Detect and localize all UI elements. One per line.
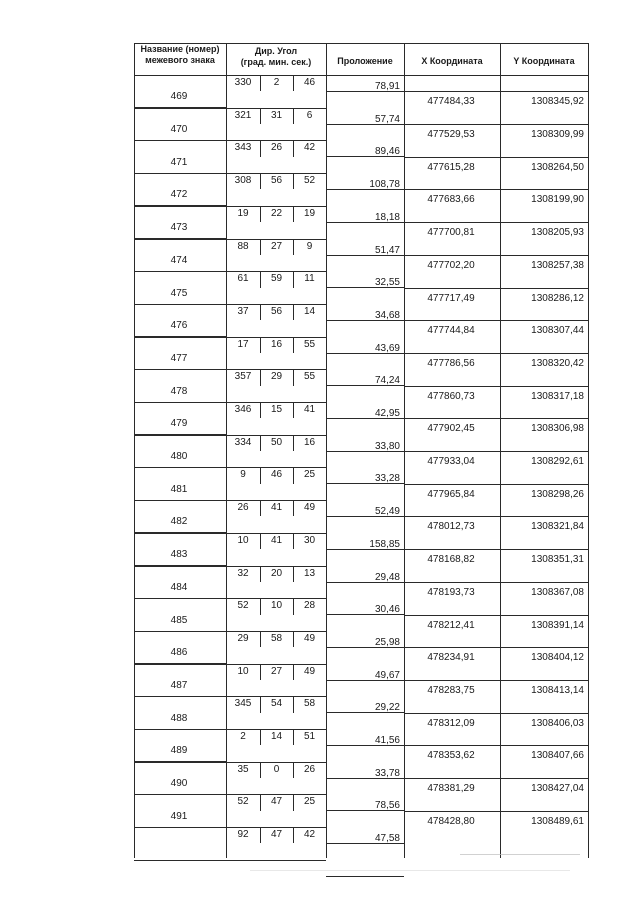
row-line-coords — [404, 320, 588, 321]
segment-length: 51,47 — [374, 244, 400, 256]
row-line-name — [134, 663, 226, 664]
angle-subcolumn-divider — [293, 271, 294, 287]
angle-subcolumn-divider — [260, 239, 261, 255]
angle-subcolumn-divider — [293, 304, 294, 320]
angle-minutes: 50 — [270, 436, 283, 448]
angle-seconds: 42 — [303, 142, 316, 154]
angle-seconds: 52 — [303, 175, 316, 187]
angle-seconds: 14 — [303, 305, 316, 317]
point-name: 469 — [170, 91, 188, 103]
angle-degrees: 92 — [237, 829, 249, 841]
angle-seconds: 25 — [303, 469, 316, 481]
row-line-coords — [404, 91, 588, 92]
point-name: 491 — [170, 810, 188, 822]
angle-subcolumn-divider — [260, 369, 261, 385]
angle-subcolumn-divider — [260, 75, 261, 91]
angle-minutes: 26 — [270, 142, 283, 154]
angle-subcolumn-divider — [293, 435, 294, 451]
angle-degrees: 17 — [237, 338, 249, 350]
row-line-name — [134, 827, 226, 828]
x-coordinate: 477744,84 — [427, 325, 475, 337]
angle-subcolumn-divider — [260, 140, 261, 156]
angle-degrees: 9 — [240, 469, 246, 481]
header-y-coordinate: Y Координата — [513, 56, 575, 66]
angle-seconds: 28 — [303, 600, 316, 612]
angle-subcolumn-divider — [293, 598, 294, 614]
y-coordinate: 1308351,31 — [531, 554, 584, 566]
segment-length: 74,24 — [374, 375, 400, 387]
x-coordinate: 478212,41 — [427, 619, 475, 631]
angle-subcolumn-divider — [260, 533, 261, 549]
angle-subcolumn-divider — [293, 369, 294, 385]
angle-subcolumn-divider — [260, 467, 261, 483]
x-coordinate: 478353,62 — [427, 750, 475, 762]
angle-minutes: 31 — [270, 109, 283, 121]
segment-length: 108,78 — [369, 179, 400, 191]
angle-minutes: 22 — [270, 207, 283, 219]
row-line-coords — [404, 713, 588, 714]
angle-degrees: 357 — [234, 371, 252, 383]
header-column-divider — [404, 43, 405, 75]
row-line-coords — [404, 615, 588, 616]
y-coordinate: 1308205,93 — [531, 227, 584, 239]
angle-subcolumn-divider — [293, 467, 294, 483]
segment-length: 30,46 — [374, 604, 400, 616]
angle-degrees: 321 — [234, 109, 252, 121]
right-border — [588, 43, 589, 858]
point-name: 482 — [170, 516, 188, 528]
row-line-name — [134, 140, 226, 141]
angle-minutes: 20 — [270, 567, 283, 579]
segment-length: 29,48 — [374, 571, 400, 583]
y-coordinate: 1308320,42 — [531, 357, 584, 369]
point-name: 478 — [170, 385, 188, 397]
angle-subcolumn-divider — [293, 827, 294, 843]
row-line-coords — [404, 516, 588, 517]
angle-minutes: 41 — [270, 502, 283, 514]
angle-subcolumn-divider — [293, 75, 294, 91]
x-coordinate: 478012,73 — [427, 521, 475, 533]
angle-subcolumn-divider — [260, 500, 261, 516]
column-divider — [326, 75, 327, 858]
segment-length: 33,78 — [374, 767, 400, 779]
header-length: Проложение — [337, 56, 393, 66]
angle-minutes: 14 — [270, 731, 283, 742]
header-column-divider — [500, 43, 501, 75]
angle-minutes: 27 — [270, 240, 283, 252]
segment-length: 34,68 — [374, 309, 400, 321]
segment-length: 47,58 — [374, 833, 400, 845]
angle-subcolumn-divider — [260, 762, 261, 778]
row-line-coords — [404, 222, 588, 223]
x-coordinate: 477700,81 — [427, 227, 475, 239]
angle-minutes: 29 — [270, 371, 283, 383]
x-coordinate: 477860,73 — [427, 390, 475, 402]
angle-degrees: 308 — [234, 175, 252, 187]
x-coordinate: 477529,53 — [427, 129, 475, 141]
point-name: 475 — [170, 287, 188, 299]
row-line-name — [134, 631, 226, 632]
angle-subcolumn-divider — [293, 239, 294, 255]
segment-length: 29,22 — [374, 702, 400, 714]
angle-subcolumn-divider — [260, 598, 261, 614]
angle-seconds: 51 — [303, 731, 316, 742]
row-line-name — [134, 173, 226, 174]
angle-seconds: 55 — [303, 371, 316, 383]
header-direction-angle — [226, 46, 326, 68]
angle-minutes: 15 — [270, 404, 283, 415]
angle-minutes: 59 — [270, 273, 283, 285]
angle-subcolumn-divider — [260, 304, 261, 320]
segment-length: 32,55 — [374, 277, 400, 289]
angle-subcolumn-divider — [293, 173, 294, 189]
y-coordinate: 1308292,61 — [531, 456, 584, 468]
row-line-coords — [404, 418, 588, 419]
angle-degrees: 26 — [237, 502, 249, 514]
angle-seconds: 49 — [303, 502, 316, 514]
y-coordinate: 1308199,90 — [531, 194, 584, 206]
segment-length: 18,18 — [374, 211, 400, 223]
point-name: 476 — [170, 320, 188, 332]
y-coordinate: 1308307,44 — [531, 325, 584, 337]
row-line-name — [134, 467, 226, 468]
angle-minutes: 27 — [270, 665, 283, 677]
x-coordinate: 477902,45 — [427, 423, 475, 435]
row-line-coords — [404, 157, 588, 158]
angle-subcolumn-divider — [293, 729, 294, 745]
row-line-name — [134, 696, 226, 697]
x-coordinate: 477615,28 — [427, 161, 475, 173]
angle-degrees: 345 — [234, 698, 252, 710]
point-name: 489 — [170, 745, 188, 757]
point-name: 480 — [170, 451, 188, 463]
angle-degrees: 334 — [234, 436, 252, 448]
angle-seconds: 9 — [306, 240, 313, 252]
row-line-coords — [404, 680, 588, 681]
row-line-coords — [404, 353, 588, 354]
point-name: 473 — [170, 222, 188, 234]
row-line-coords — [404, 582, 588, 583]
angle-minutes: 41 — [270, 534, 283, 546]
angle-degrees: 330 — [234, 77, 252, 88]
segment-length: 42,95 — [374, 408, 400, 419]
y-coordinate: 1308317,18 — [531, 390, 584, 402]
x-coordinate: 478381,29 — [427, 783, 475, 795]
column-divider — [404, 75, 405, 858]
angle-degrees: 346 — [234, 404, 252, 415]
y-coordinate: 1308367,08 — [531, 586, 584, 598]
angle-subcolumn-divider — [260, 435, 261, 451]
angle-subcolumn-divider — [293, 696, 294, 712]
point-name: 490 — [170, 778, 188, 790]
y-coordinate: 1308264,50 — [531, 161, 584, 173]
point-name: 472 — [170, 189, 188, 201]
y-coordinate: 1308427,04 — [531, 783, 584, 795]
point-name: 486 — [170, 647, 188, 659]
angle-minutes: 0 — [273, 763, 280, 775]
row-line-coords — [404, 189, 588, 190]
angle-degrees: 19 — [237, 207, 249, 219]
angle-seconds: 13 — [303, 567, 316, 579]
angle-subcolumn-divider — [260, 271, 261, 287]
angle-seconds: 58 — [303, 698, 316, 710]
segment-length: 25,98 — [374, 636, 400, 648]
angle-seconds: 49 — [303, 665, 316, 677]
row-line-name — [134, 794, 226, 795]
row-line-left — [134, 75, 326, 76]
row-line-name — [134, 565, 226, 566]
y-coordinate: 1308257,38 — [531, 259, 584, 271]
row-line-name — [134, 729, 226, 730]
header-column-divider — [226, 43, 227, 75]
angle-degrees: 35 — [237, 763, 249, 775]
angle-degrees: 37 — [237, 305, 249, 317]
angle-seconds: 25 — [303, 796, 316, 808]
row-line-length — [326, 876, 404, 877]
y-coordinate: 1308489,61 — [531, 815, 584, 827]
row-line-name — [134, 402, 226, 403]
row-line-coords — [404, 778, 588, 779]
point-name: 481 — [170, 483, 188, 495]
y-coordinate: 1308286,12 — [531, 292, 584, 304]
x-coordinate: 477717,49 — [427, 292, 475, 304]
segment-length: 33,28 — [374, 473, 400, 485]
point-name: 470 — [170, 124, 188, 136]
angle-subcolumn-divider — [260, 337, 261, 353]
header-point-name-line1: Название (номер) — [140, 44, 220, 54]
point-name: 485 — [170, 614, 188, 626]
y-coordinate: 1308321,84 — [531, 521, 584, 533]
scan-artifact — [460, 854, 580, 855]
x-coordinate: 478312,09 — [427, 717, 475, 729]
angle-minutes: 54 — [270, 698, 283, 710]
angle-degrees: 88 — [237, 240, 249, 252]
point-name: 474 — [170, 254, 188, 266]
angle-degrees: 29 — [237, 632, 249, 644]
row-line-name — [134, 369, 226, 370]
angle-seconds: 26 — [303, 763, 316, 775]
angle-seconds: 42 — [303, 829, 316, 841]
x-coordinate: 478234,91 — [427, 652, 475, 664]
row-line-coords — [404, 386, 588, 387]
angle-subcolumn-divider — [293, 762, 294, 778]
segment-length: 89,46 — [374, 146, 400, 158]
angle-seconds: 49 — [303, 632, 316, 644]
y-coordinate: 1308306,98 — [531, 423, 584, 435]
row-line-coords — [404, 484, 588, 485]
angle-degrees: 10 — [237, 665, 249, 677]
row-line-name — [134, 500, 226, 501]
row-line-coords — [404, 811, 588, 812]
row-line-coords — [404, 288, 588, 289]
x-coordinate: 478428,80 — [427, 815, 475, 827]
segment-length: 78,56 — [374, 800, 400, 812]
angle-seconds: 30 — [303, 534, 316, 546]
row-line-name — [134, 761, 226, 762]
angle-seconds: 6 — [306, 109, 313, 121]
row-line-name — [134, 598, 226, 599]
row-line-coords — [404, 745, 588, 746]
x-coordinate: 477484,33 — [427, 96, 475, 108]
header-direction-angle-line1: Дир. Угол — [254, 46, 298, 56]
row-line-name — [134, 336, 226, 337]
table-top-border — [134, 43, 588, 44]
angle-subcolumn-divider — [293, 533, 294, 549]
angle-degrees: 52 — [237, 600, 249, 612]
segment-length: 41,56 — [374, 735, 400, 746]
point-name: 487 — [170, 679, 188, 691]
segment-length: 49,67 — [374, 669, 400, 681]
segment-length: 43,69 — [374, 342, 400, 354]
row-line-coords — [404, 124, 588, 125]
angle-subcolumn-divider — [293, 402, 294, 418]
angle-minutes: 56 — [270, 175, 283, 187]
x-coordinate: 478168,82 — [427, 554, 475, 566]
segment-length: 158,85 — [369, 538, 400, 550]
angle-subcolumn-divider — [293, 500, 294, 516]
header-point-name-line2: межевого знака — [145, 55, 215, 65]
row-line-name — [134, 205, 226, 206]
angle-minutes: 2 — [273, 77, 280, 88]
angle-minutes: 16 — [270, 338, 283, 350]
point-name: 471 — [170, 156, 188, 168]
angle-degrees: 2 — [240, 731, 246, 742]
angle-minutes: 58 — [270, 632, 283, 644]
point-name: 479 — [170, 418, 188, 430]
angle-seconds: 41 — [303, 404, 316, 415]
angle-seconds: 55 — [303, 338, 316, 350]
angle-subcolumn-divider — [293, 566, 294, 582]
angle-minutes: 46 — [270, 469, 283, 481]
row-line-name — [134, 304, 226, 305]
angle-degrees: 32 — [237, 567, 249, 579]
y-coordinate: 1308407,66 — [531, 750, 584, 762]
point-name: 488 — [170, 712, 188, 724]
angle-minutes: 10 — [270, 600, 283, 612]
header-direction-angle-line2: (град. мин. сек.) — [240, 57, 312, 67]
left-border — [134, 43, 135, 858]
scan-artifact — [250, 870, 570, 871]
row-line-coords — [404, 549, 588, 550]
row-line-name — [134, 238, 226, 239]
x-coordinate: 477933,04 — [427, 456, 475, 468]
angle-subcolumn-divider — [260, 664, 261, 680]
row-line-coords — [404, 451, 588, 452]
angle-subcolumn-divider — [260, 631, 261, 647]
x-coordinate: 477702,20 — [427, 259, 475, 271]
angle-subcolumn-divider — [260, 402, 261, 418]
angle-seconds: 46 — [303, 77, 316, 88]
y-coordinate: 1308345,92 — [531, 96, 584, 108]
angle-minutes: 47 — [270, 796, 283, 808]
row-line-name — [134, 434, 226, 435]
y-coordinate: 1308298,26 — [531, 488, 584, 500]
y-coordinate: 1308406,03 — [531, 717, 584, 729]
y-coordinate: 1308404,12 — [531, 652, 584, 664]
segment-length: 33,80 — [374, 440, 400, 452]
angle-subcolumn-divider — [260, 729, 261, 745]
angle-subcolumn-divider — [260, 108, 261, 124]
angle-degrees: 52 — [237, 796, 249, 808]
row-line-name — [134, 271, 226, 272]
angle-degrees: 61 — [237, 273, 249, 285]
angle-seconds: 16 — [303, 436, 316, 448]
row-line-coords — [404, 647, 588, 648]
x-coordinate: 478193,73 — [427, 586, 475, 598]
x-coordinate: 478283,75 — [427, 684, 475, 696]
angle-seconds: 11 — [304, 273, 315, 285]
angle-subcolumn-divider — [260, 794, 261, 810]
row-line-name — [134, 107, 226, 108]
angle-degrees: 343 — [234, 142, 252, 154]
angle-seconds: 19 — [303, 207, 316, 219]
angle-subcolumn-divider — [260, 566, 261, 582]
x-coordinate: 477683,66 — [427, 194, 475, 206]
column-divider — [500, 75, 501, 858]
y-coordinate: 1308413,14 — [531, 684, 584, 696]
header-x-coordinate: X Координата — [421, 56, 483, 66]
angle-subcolumn-divider — [293, 631, 294, 647]
point-name: 484 — [170, 581, 188, 593]
segment-length: 52,49 — [374, 506, 400, 518]
angle-minutes: 47 — [270, 829, 283, 841]
segment-length: 78,91 — [374, 81, 400, 92]
point-name: 483 — [170, 549, 188, 561]
row-line-name — [134, 532, 226, 533]
header-column-divider — [326, 43, 327, 75]
angle-subcolumn-divider — [260, 173, 261, 189]
angle-subcolumn-divider — [293, 664, 294, 680]
angle-subcolumn-divider — [260, 696, 261, 712]
row-line-left — [134, 860, 326, 861]
angle-subcolumn-divider — [293, 108, 294, 124]
x-coordinate: 477965,84 — [427, 488, 475, 500]
angle-subcolumn-divider — [260, 827, 261, 843]
point-name: 477 — [170, 352, 188, 364]
angle-subcolumn-divider — [293, 794, 294, 810]
header-point-name — [134, 44, 226, 66]
angle-subcolumn-divider — [260, 206, 261, 222]
x-coordinate: 477786,56 — [427, 357, 475, 369]
angle-degrees: 10 — [237, 534, 249, 546]
y-coordinate: 1308391,14 — [531, 619, 584, 631]
angle-minutes: 56 — [270, 305, 283, 317]
row-line-coords — [404, 255, 588, 256]
y-coordinate: 1308309,99 — [531, 129, 584, 141]
angle-subcolumn-divider — [293, 337, 294, 353]
angle-subcolumn-divider — [293, 140, 294, 156]
angle-subcolumn-divider — [293, 206, 294, 222]
segment-length: 57,74 — [374, 113, 400, 125]
